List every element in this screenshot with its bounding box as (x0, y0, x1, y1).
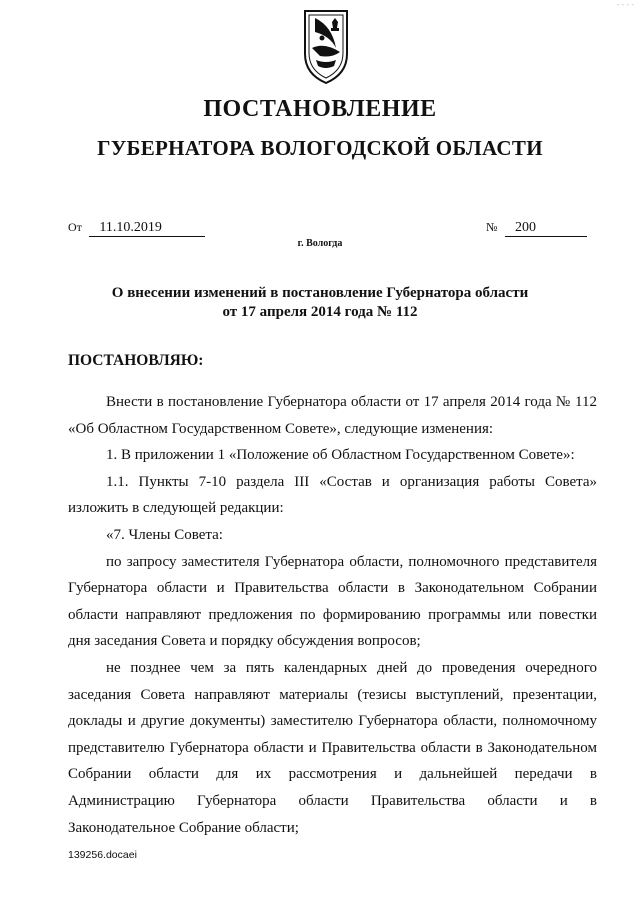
subject-line-1: О внесении изменений в постановление Губернатора области (111, 285, 529, 301)
corner-mark: - - - - (616, 0, 634, 9)
document-body (68, 389, 597, 841)
paragraph: 1.1. Пункты 7-10 раздела III «Состав и организация работы Совета» изложить в следующей редакции: (68, 473, 597, 517)
number-field (486, 220, 587, 237)
date-field (68, 220, 205, 237)
subject-line-2: от 17 апреля 2014 года № 112 (222, 304, 418, 320)
decree-heading: ПОСТАНОВЛЯЮ: (68, 352, 204, 369)
paragraph: «7. Члены Совета: (106, 526, 223, 543)
document-subtitle: ГУБЕРНАТОРА ВОЛОГОДСКОЙ ОБЛАСТИ (97, 136, 543, 160)
date-value: 11.10.2019 (89, 220, 205, 237)
coat-of-arms-icon (302, 8, 350, 86)
document-id: 139256.docaei (68, 849, 137, 861)
number-value: 200 (505, 220, 587, 237)
city-label: г. Вологда (297, 238, 343, 249)
document-subject (90, 284, 550, 322)
paragraph: по запросу заместителя Губернатора области, полномочного представителя Губернатора области и Правительства области в Законодательном Собрании области направляют предложения по формированию программы или повестки дня заседания Совета и порядку обсуждения вопросов; (68, 553, 597, 650)
paragraph: Внести в постановление Губернатора области от 17 апреля 2014 года № 112 «Об Областном Государственном Совете», следующие изменения: (68, 394, 597, 437)
number-label: № (486, 220, 498, 234)
paragraph: не позднее чем за пять календарных дней до проведения очередного заседания Совета направляют материалы (тезисы выступлений, презентации, доклады и другие документы) заместителю Губернатора области, полномочному представителю Губернатора области и Правительства области в Законодательном Собрании области для их рассмотрения и дальнейшей передачи в Администрацию Губернатора области Правительства области и в Законодательное Собрание области; (68, 659, 597, 836)
date-label: От (68, 220, 82, 234)
paragraph: 1. В приложении 1 «Положение об Областном Государственном Совете»: (106, 447, 575, 464)
document-title: ПОСТАНОВЛЕНИЕ (203, 96, 437, 122)
